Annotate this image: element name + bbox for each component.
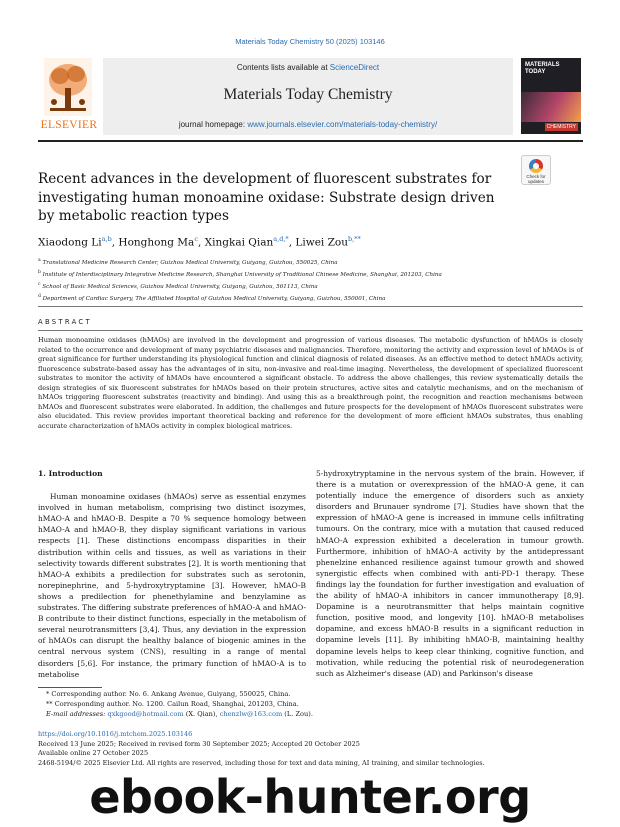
email-addresses: E-mail addresses: qxkgood@hotmail.com (X. Qian), chenzlw@163.com (L. Zou).	[46, 709, 313, 718]
contents-line	[103, 63, 513, 72]
abstract-heading-divider	[38, 330, 583, 331]
journal-cover[interactable]	[521, 58, 581, 134]
affiliations	[38, 256, 583, 303]
watermark: ebook-hunter.org	[89, 770, 531, 824]
crossmark-icon	[529, 159, 543, 173]
header-divider	[38, 140, 583, 142]
corresponding-author-1: * Corresponding author. No. 6. Ankang Avenue, Guiyang, 550025, China.	[46, 690, 291, 698]
affiliation: $^d$ Department of Cardiac Surgery, The Affiliated Hospital of Guizhou Medical University, Guiyang, Guizhou, 550001, China	[38, 293, 386, 302]
article-info	[38, 730, 583, 768]
intro-paragraph-continued: 5-hydroxytryptamine in the nervous system of the brain. However, if there is a mutation or overexpression of the hMAO-A gene, it can potentially induce the emergence of disorders such as anxiety disorders and Brunauer syndrome [7]. Studies have shown that the expression of hMAO-A gene is increased in immune cells infiltrating tumours. On the contrary, mice with a mutation that caused reduced hMAO-A expression exhibited a deceleration in tumour growth. Furthermore, inhibition of hMAO-A activity by the antidepressant phenelzine enhanced resilience against tumour growth and showed synergistic effects when combined with anti-PD-1 therapy. These findings lay the foundation for further investigation and evaluation of the ability of hMAO-A inhibitors in cancer immunotherapy [8,9]. Dopamine is a neurotransmitter that helps maintain cognitive function, positive mood, and longevity [10]. hMAO-B metabolises dopamine, and excess hMAO-B results in a significant reduction in dopamine levels [11]. By inhibiting hMAO-B, maintaining healthy dopamine levels helps to keep clear thinking, cognitive function, and motivation, while reducing the potential risk of neurodegeneration such as Alzheimer's disease (AD) and Parkinson's disease	[316, 469, 584, 678]
doi-link[interactable]: https://doi.org/10.1016/j.mtchem.2025.103146	[38, 730, 193, 738]
intro-left-column	[38, 468, 306, 680]
homepage-link[interactable]: www.journals.elsevier.com/materials-today-chemistry/	[247, 120, 438, 129]
homepage-prefix: journal homepage:	[178, 120, 248, 129]
journal-name: Materials Today Chemistry	[223, 86, 393, 103]
section-heading: 1. Introduction	[38, 469, 103, 478]
contents-prefix: Contents lists available at	[236, 63, 330, 72]
author-affil-marker[interactable]: b,**	[347, 235, 361, 243]
author-affil-marker[interactable]: c	[194, 235, 198, 243]
author-name[interactable]: Xingkai Qian	[204, 236, 274, 249]
abstract-text: Human monoamine oxidases (hMAOs) are involved in the development and progression of various diseases. The metabolic dysfunction of hMAOs is closely related to the occurrence and development of many psychiatric diseases and malignancies. Therefore, monitoring the activity and expression level of hMAOs is of great significance for further understanding its physiological function and clinical diagnosis of related diseases. As an effective method to detect hMAOs activity, fluorescence substrate-based assay has the advantages of in situ, non-invasive and real-time imaging. Nevertheless, the development of specialized fluorescent substrates to monitor the activity of hMAOs have encountered a significant obstacle. To address the above challenges, this review systematically details the design strategies of six fluorescent substrates for hMAOs based on their protein structures, active sites and catalytic mechanisms, and on the mechanism of hMAOs triggering fluorescent substrates (reactivity and binding). And using this as a breakthrough point, the recognition and reaction mechanisms between hMAOs and fluorescent substrates were elaborated. In addition, the challenges and future prospects for the development of hMAOs fluorescent substrates were also elucidated. This review provides important theoretical backing and reference for the development of more efficient hMAOs substrates, thus enabling accurate characterization of hMAOs activity in complex biological matrices.	[38, 336, 583, 430]
email-link[interactable]: qxkgood@hotmail.com	[107, 709, 184, 718]
intro-right-column	[316, 468, 584, 679]
author-affil-marker[interactable]: a,d,*	[273, 235, 289, 243]
journal-reference[interactable]: Materials Today Chemistry 50 (2025) 103146	[235, 37, 385, 46]
affiliation: $^b$ Institute of Interdisciplinary Integrative Medicine Research, Shanghai University of Traditional Chinese Medicine, Shanghai, 201203, China	[38, 269, 442, 278]
elsevier-tree-icon	[44, 58, 92, 116]
author-name[interactable]: Liwei Zou	[295, 236, 348, 249]
received-dates: Received 13 June 2025; Received in revised form 30 September 2025; Accepted 20 October 2025	[38, 739, 360, 748]
publisher-name: ELSEVIER	[40, 119, 98, 131]
copyright: 2468-5194/© 2025 Elsevier Ltd. All rights are reserved, including those for text and data mining, AI training, and similar technologies.	[38, 758, 485, 767]
homepage-line	[103, 120, 513, 129]
cover-title: MATERIALS TODAY	[525, 62, 560, 75]
journal-header	[103, 58, 513, 135]
footnotes	[38, 690, 583, 719]
footnote-divider	[38, 687, 102, 688]
available-online: Available online 27 October 2025	[38, 749, 149, 758]
abstract-top-divider	[38, 306, 583, 307]
author-list: Xiaodong Li$^{a,b}$, Honghong Ma$^c$, Xingkai Qian$^{a,d,*}$, Liwei Zou$^{b,**}$	[38, 235, 361, 249]
abstract-heading: ABSTRACT	[38, 318, 92, 326]
affiliation: $^c$ School of Basic Medical Sciences, Guizhou Medical University, Guiyang, Guizhou, 561113, China	[38, 281, 318, 290]
intro-paragraph: Human monoamine oxidases (hMAOs) serve as essential enzymes involved in human metabolism, comprising two distinct isozymes, hMAO-A and hMAO-B. Despite a 70 % sequence homology between hMAO-A and hMAO-B, they display significant variations in various respects [1]. These distinctions encompass disparities in their distribution within cells and tissues, as well as variations in their selectivity towards different substrates [2]. It is worth mentioning that hMAO-A exhibits a predilection for substrates such as serotonin, norepinephrine, and 5-hydroxytryptamine [3]. However, hMAO-B shows a predilection for phenethylamine and benzylamine as substrates. The differing substrate preferences of hMAO-A and hMAO-B contribute to their distinct functions, especially in the metabolism of several neurotransmitters [3,4]. Thus, any deviation in the expression of hMAOs can disrupt the healthy balance of biogenic amines in the central nervous system (CNS), resulting in a range of mental disorders [5,6]. For instance, the primary function of hMAO-A is to metabolise	[38, 492, 306, 679]
author-name[interactable]: Xiaodong Li	[38, 236, 102, 249]
author-name[interactable]: Honghong Ma	[118, 236, 195, 249]
affiliation: $^a$ Translational Medicine Research Center, Guizhou Medical University, Guiyang, Guizhou, 550025, China	[38, 258, 338, 266]
cover-label: CHEMISTRY	[546, 124, 576, 130]
elsevier-logo	[38, 58, 98, 134]
paper-title: Recent advances in the development of fluorescent substrates for investigating human monoamine oxidase: Substrate design driven by metabolic reaction types	[38, 171, 495, 224]
corresponding-author-2: ** Corresponding author. No. 1200. Cailun Road, Shanghai, 201203, China.	[46, 699, 299, 708]
email-link[interactable]: chenzlw@163.com	[219, 709, 283, 718]
author-affil-marker[interactable]: a,b	[101, 235, 112, 243]
sciencedirect-link[interactable]: ScienceDirect	[329, 63, 380, 72]
check-for-updates-button[interactable]	[521, 155, 551, 185]
cover-image	[521, 92, 581, 122]
check-updates-label: Check for updates	[526, 174, 546, 184]
